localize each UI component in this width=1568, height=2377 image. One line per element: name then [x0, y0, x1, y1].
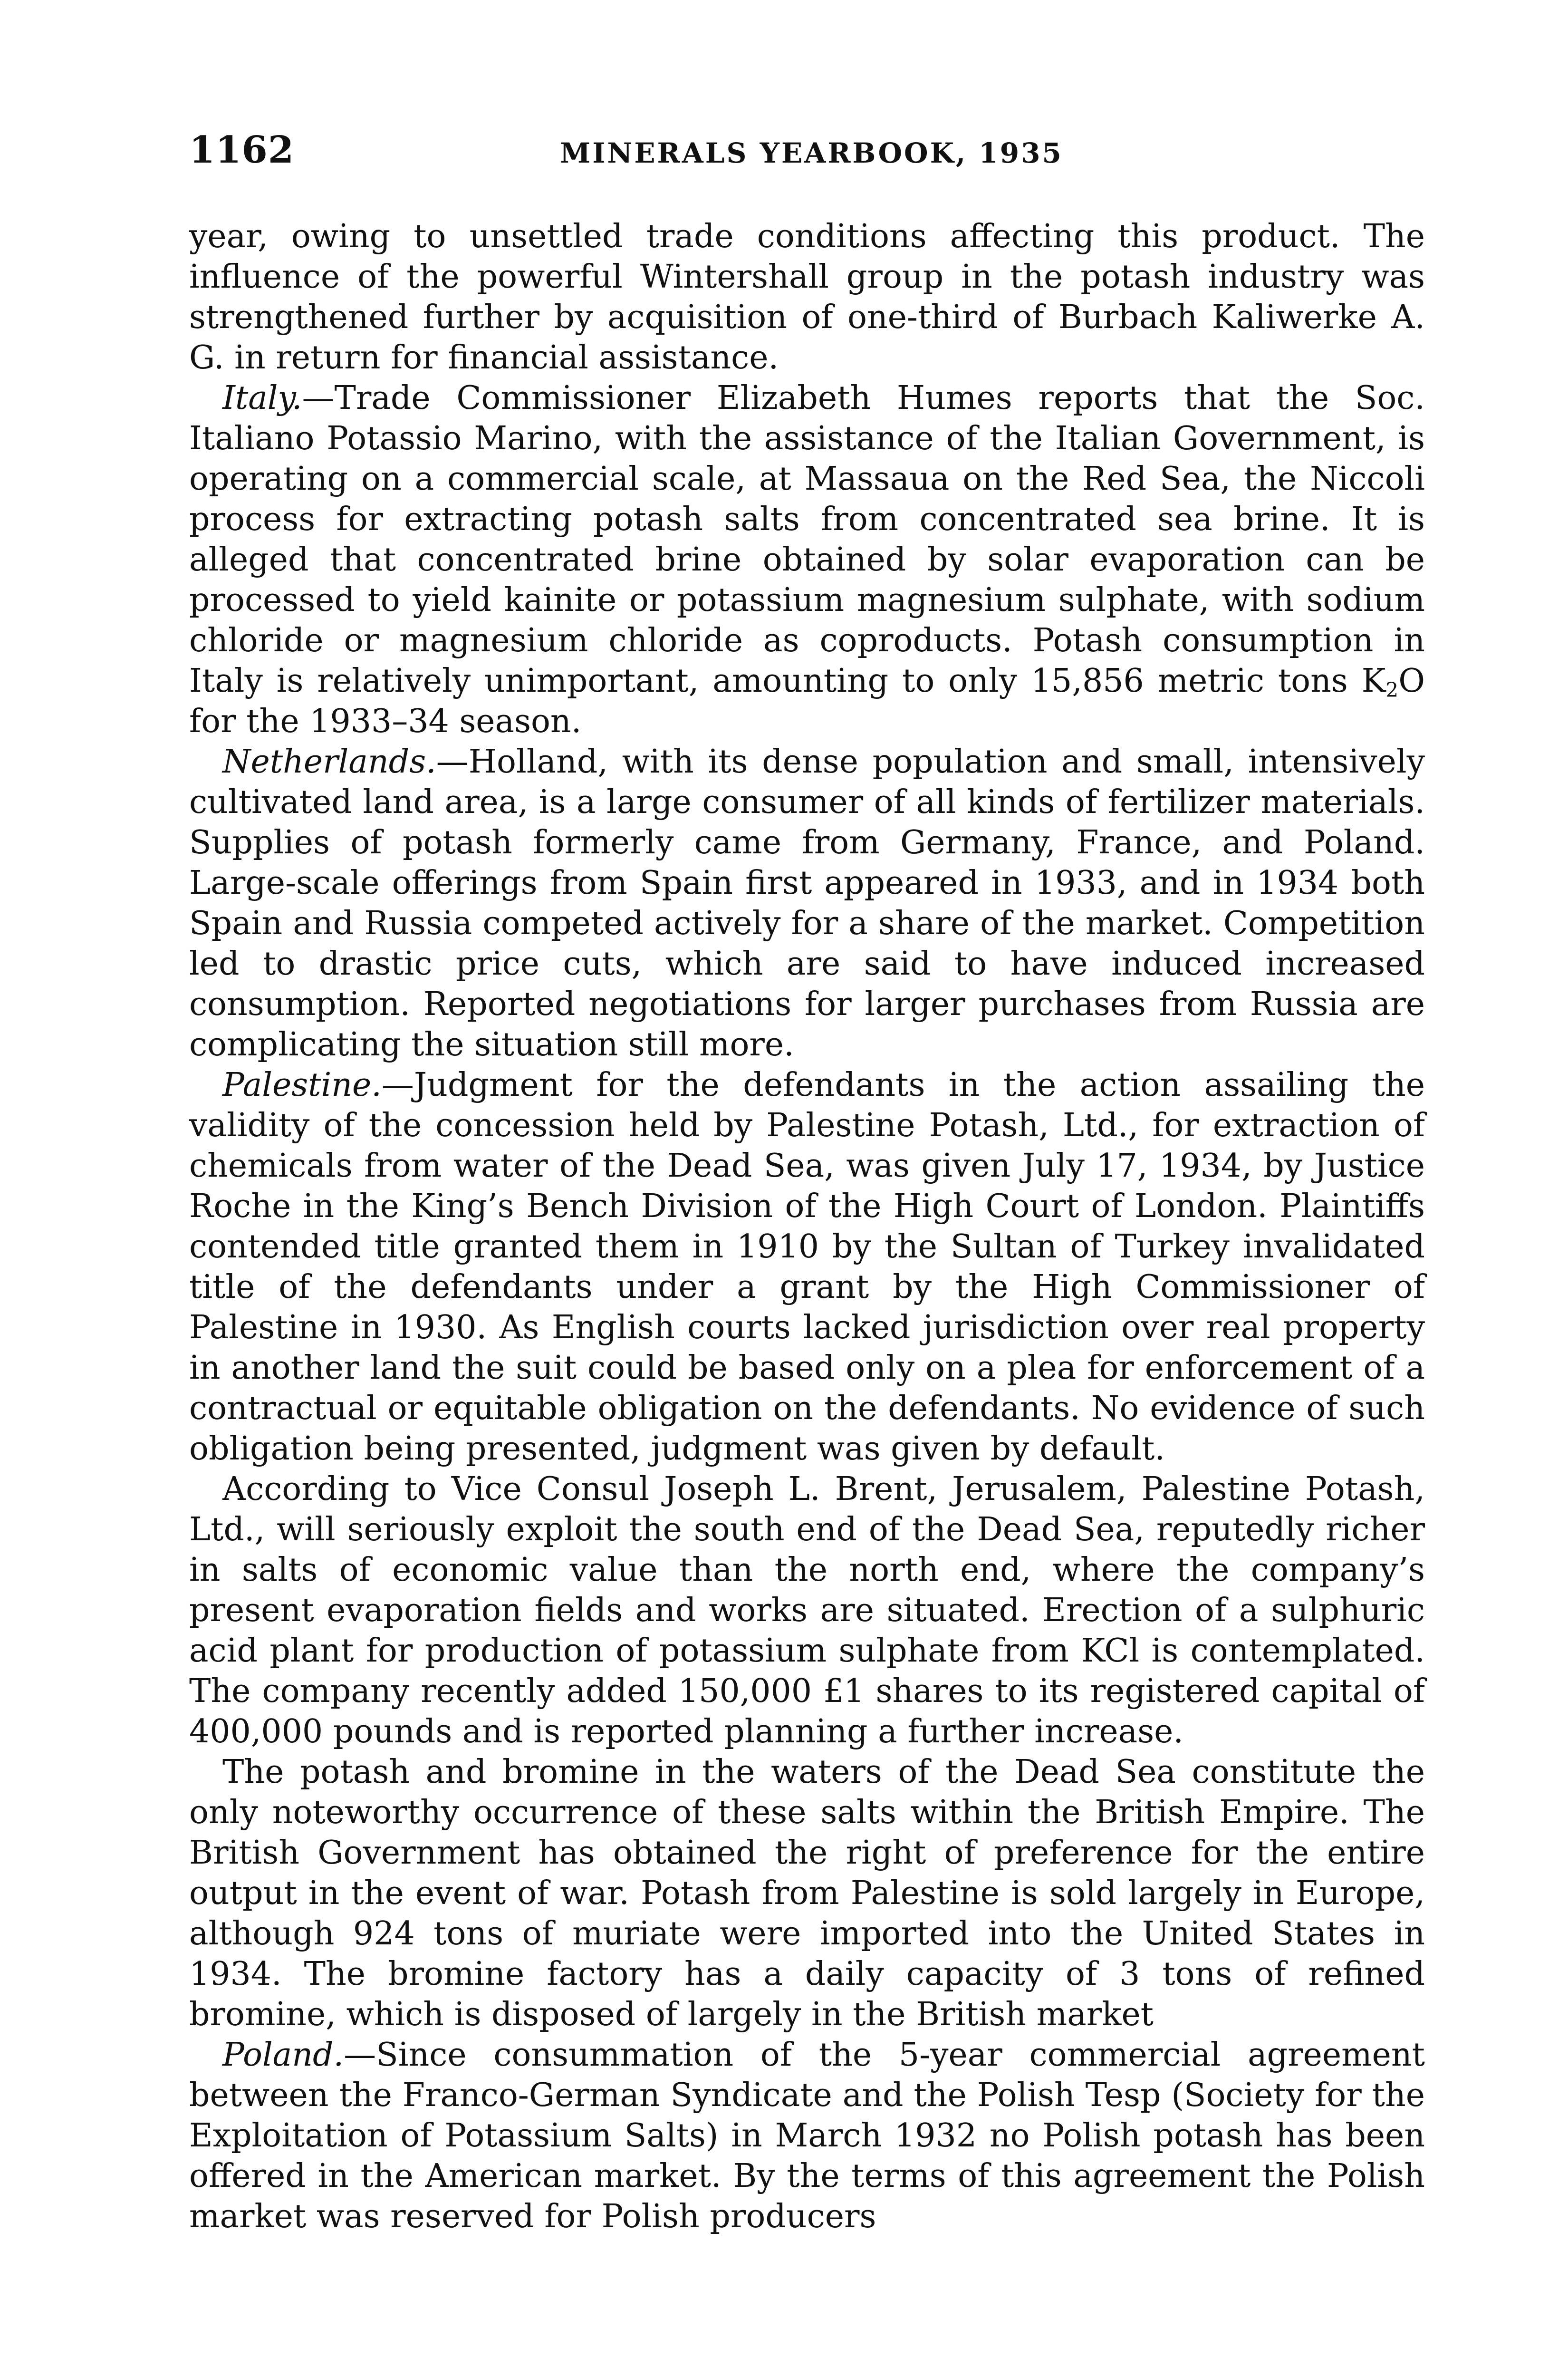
paragraph-poland [189, 2035, 1425, 2237]
paragraph-text: year, owing to unsettled trade conditions affecting this product. The influence of the powerful Wintershall group in the potash industry was strengthened further by acquisition of one-third of Burbach Kaliwerke A. G. in return for financial assistance. [189, 218, 1425, 377]
section-lead-netherlands: Netherlands. [222, 743, 436, 781]
paragraph-palestine-brent [189, 1469, 1425, 1752]
paragraph-text: According to Vice Consul Joseph L. Brent, Jerusalem, Palestine Potash, Ltd., will seriously exploit the south end of the Dead Sea, reputedly richer in salts of economic value than the north end, where the company’s present evaporation fields and works are situated. Erection of a sulphuric acid plant for production of potassium sulphate from KCl is contemplated. The company recently added 150,000 £1 shares to its registered capital of 400,000 pounds and is reported planning a further increase. [189, 1470, 1425, 1750]
section-lead-italy: Italy. [222, 379, 302, 417]
paragraph-text: —Since consummation of the 5-year commercial agreement between the Franco-German Syndicate and the Polish Tesp (Society for the Exploitation of Potassium Salts) in March 1932 no Polish potash has been offered in the American market. By the terms of this agreement the Polish market was reserved for Polish producers [189, 2036, 1425, 2235]
subscript-2: 2 [1385, 678, 1399, 702]
page-header [189, 128, 1425, 181]
paragraph-text: The potash and bromine in the waters of the Dead Sea constitute the only noteworthy occurrence of these salts within the British Empire. The British Government has obtained the right of preference for the entire output in the event of war. Potash from Palestine is sold largely in Europe, although 924 tons of muriate were imported into the United States in 1934. The bromine factory has a daily capacity of 3 tons of refined bromine, which is disposed of largely in the British market [189, 1753, 1425, 2033]
paragraph-palestine [189, 1065, 1425, 1469]
paragraph-netherlands [189, 742, 1425, 1065]
paragraph-germany-continued [189, 216, 1425, 378]
paragraph-text: —Judgment for the defendants in the action assailing the validity of the concession held by Palestine Potash, Ltd., for extraction of chemicals from water of the Dead Sea, was given July 17, 1934, by Justice Roche in the King’s Bench Division of the High Court of London. Plaintiffs contended title granted them in 1910 by the Sultan of Turkey invalidated title of the defendants under a grant by the High Commissioner of Palestine in 1930. As English courts lacked jurisdiction over real property in another land the suit could be based only on a plea for enforcement of a contractual or equitable obligation on the defendants. No evidence of such obligation being presented, judgment was given by default. [189, 1066, 1425, 1468]
section-lead-poland: Poland. [222, 2036, 344, 2074]
body-text [189, 216, 1425, 2237]
running-title: MINERALS YEARBOOK, 1935 [560, 137, 1063, 169]
paragraph-palestine-bromine [189, 1752, 1425, 2035]
paragraph-italy [189, 378, 1425, 742]
section-lead-palestine: Palestine. [222, 1066, 382, 1104]
paragraph-text: —Holland, with its dense population and small, intensively cultivated land area, is a large consumer of all kinds of fertilizer materials. Supplies of potash formerly came from Germany, France, and Poland. Large-scale offerings from Spain first appeared in 1933, and in 1934 both Spain and Russia competed actively for a share of the market. Competition led to drastic price cuts, which are said to have induced increased consumption. Reported negotiations for larger purchases from Russia are complicating the situation still more. [189, 743, 1425, 1063]
paragraph-text: O for the 1933–34 season. [189, 662, 1425, 740]
paragraph-text: —Trade Commissioner Elizabeth Humes reports that the Soc. Italiano Potassio Marino, with the assistance of the Italian Government, is operating on a commercial scale, at Massaua on the Red Sea, the Niccoli process for extracting potash salts from concentrated sea brine. It is alleged that concentrated brine obtained by solar evaporation can be processed to yield kainite or potassium magnesium sulphate, with sodium chloride or magnesium chloride as coproducts. Potash consumption in Italy is relatively unimportant, amounting to only 15,856 metric tons K [189, 379, 1425, 700]
page-number: 1162 [189, 128, 295, 172]
